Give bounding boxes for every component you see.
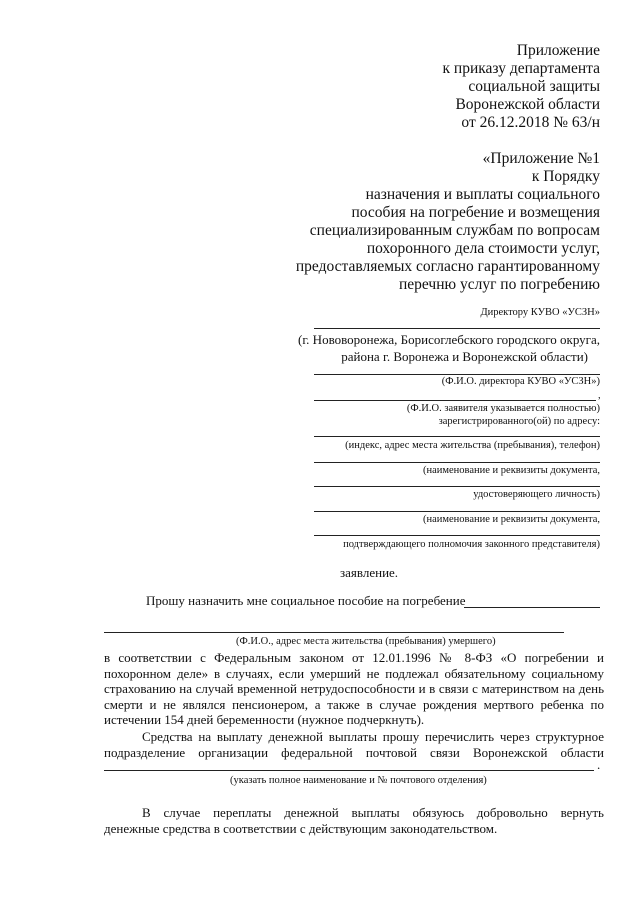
addressee-region-line-1: (г. Нововоронежа, Борисоглебского городского округа, xyxy=(297,332,600,347)
payment-line-2: подразделение организации федеральной почтовой связи Воронежской области xyxy=(104,744,604,760)
appendix-1-line-2: к Порядку xyxy=(531,168,600,185)
header-department-line: социальной защиты xyxy=(468,78,600,95)
request-body xyxy=(104,650,604,728)
id-doc-hint-1: (наименование и реквизиты документа, xyxy=(422,465,600,476)
request-law-line: в соответствии с Федеральным законом от 12.01.1996 № 8-ФЗ «О погребении и xyxy=(104,650,604,665)
overpayment-paragraph xyxy=(104,805,604,836)
appendix-1-line-5: специализированным службам по вопросам xyxy=(309,222,600,239)
deceased-blank-inline xyxy=(464,607,600,608)
applicant-comma: , xyxy=(598,390,601,401)
appendix-1-line-4: пособия на погребение и возмещения xyxy=(351,204,600,221)
id-doc-line-2 xyxy=(314,486,600,487)
registered-hint: зарегистрированного(ой) по адресу: xyxy=(438,416,600,427)
applicant-fio-hint: (Ф.И.О. заявителя указывается полностью) xyxy=(406,403,600,414)
director-blank-line xyxy=(314,328,600,329)
addressee-director: Директору КУВО «УСЗН» xyxy=(480,307,600,318)
appendix-1-line-7: предоставляемых согласно гарантированному xyxy=(295,258,600,275)
statement-title: заявление. xyxy=(340,565,399,580)
overpayment-line-1: В случае переплаты денежной выплаты обязуюсь добровольно вернуть xyxy=(142,805,604,820)
payment-paragraph xyxy=(104,729,604,760)
address-line xyxy=(314,436,600,437)
address-hint: (индекс, адрес места жительства (пребывания), телефон) xyxy=(345,440,600,451)
appendix-1-line-8: перечню услуг по погребению xyxy=(399,276,600,293)
director-fio-hint: (Ф.И.О. директора КУВО «УСЗН») xyxy=(441,376,600,387)
id-doc-hint-2: удостоверяющего личность) xyxy=(473,489,600,500)
request-line: Прошу назначить мне социальное пособие на погребение xyxy=(146,593,466,608)
addressee-region-line-2: района г. Воронежа и Воронежской области) xyxy=(341,349,588,364)
rep-doc-hint-2: подтверждающего полномочия законного представителя) xyxy=(343,539,600,550)
payment-line-1: Средства на выплату денежной выплаты прошу перечислить через структурное xyxy=(142,729,604,744)
applicant-fio-line xyxy=(314,400,596,401)
rep-doc-line-1 xyxy=(314,511,600,512)
header-date-line: от 26.12.2018 № 63/н xyxy=(461,114,600,131)
appendix-1-title: «Приложение №1 xyxy=(482,150,600,167)
appendix-1-line-3: назначения и выплаты социального xyxy=(365,186,600,203)
post-office-hint: (указать полное наименование и № почтового отделения) xyxy=(230,775,487,786)
post-office-dot: . xyxy=(597,757,601,772)
header-region-line: Воронежской области xyxy=(455,96,600,113)
rep-doc-line-2 xyxy=(314,535,600,536)
id-doc-line-1 xyxy=(314,462,600,463)
post-office-line xyxy=(104,770,594,771)
header-appendix-title: Приложение xyxy=(516,42,600,59)
director-fio-line xyxy=(314,374,600,375)
deceased-blank-line xyxy=(104,632,564,633)
deceased-hint: (Ф.И.О., адрес места жительства (пребывания) умершего) xyxy=(236,636,496,647)
request-conditions-paragraph: похоронном деле» в случаях, если умерший не подлежал обязательному социальному страхованию на случай временной нетрудоспособности и в связи с материнством на день смерти и не являлся пенсионером, а также в случае рождения мертвого ребенка по истечении 154 дней беременности (нужное подчеркнуть). xyxy=(104,665,604,727)
appendix-1-line-6: похоронного дела стоимости услуг, xyxy=(366,240,600,257)
overpayment-line-2: денежные средства в соответствии с действующим законодательством. xyxy=(104,820,498,836)
header-order-line: к приказу департамента xyxy=(442,60,600,77)
rep-doc-hint-1: (наименование и реквизиты документа, xyxy=(422,514,600,525)
